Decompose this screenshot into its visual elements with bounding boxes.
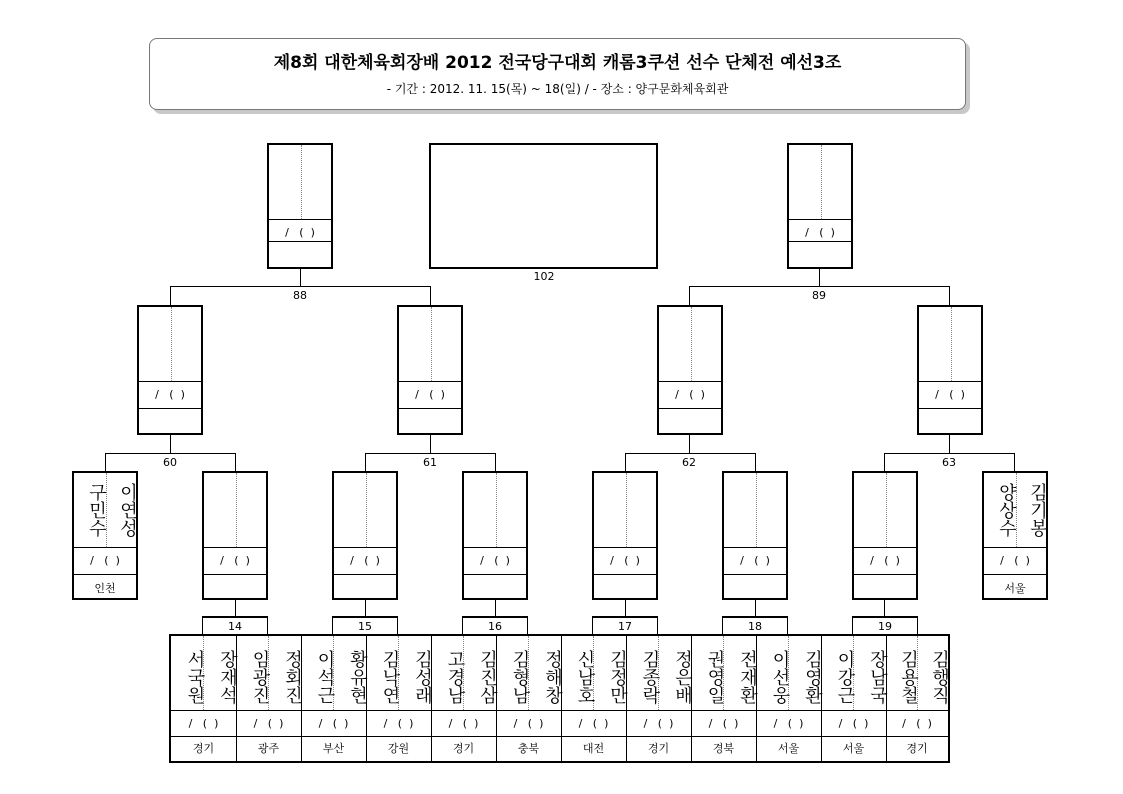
player-name: 정은배 <box>672 650 693 704</box>
player-name: 김낙연 <box>379 650 401 704</box>
player-name: 권영일 <box>704 650 726 704</box>
round2-slot-19 <box>852 471 918 600</box>
title-box <box>149 38 966 110</box>
team-region: 경북 <box>712 742 735 755</box>
score: / ( ) <box>675 388 705 401</box>
team-region: 인천 <box>94 582 116 595</box>
team-region: 광주 <box>257 742 280 755</box>
score: / ( ) <box>220 554 250 567</box>
finalist-slot-right <box>787 143 853 269</box>
match-number-17: 17 <box>592 617 658 634</box>
player-name: 신남호 <box>574 650 596 704</box>
score: / ( ) <box>448 717 479 730</box>
player-name: 구민수 <box>86 483 107 537</box>
team-region: 강원 <box>387 742 410 755</box>
match-number-60: 60 <box>163 456 177 469</box>
team-cell <box>626 636 691 761</box>
score: / ( ) <box>740 554 770 567</box>
player-name: 황유현 <box>347 650 368 704</box>
match-number-19: 19 <box>852 617 918 634</box>
score: / ( ) <box>773 717 804 730</box>
player-name: 정해창 <box>542 650 563 704</box>
match-number-88: 88 <box>293 289 307 302</box>
score: / ( ) <box>188 717 219 730</box>
semifinal-slot-1 <box>137 305 203 435</box>
score: / ( ) <box>318 717 349 730</box>
score: / ( ) <box>708 717 739 730</box>
player-name: 양상수 <box>996 483 1017 537</box>
team-cell <box>886 636 948 761</box>
round2-slot-14 <box>202 471 268 600</box>
player-name: 이선웅 <box>769 650 791 704</box>
semifinal-slot-2 <box>397 305 463 435</box>
semifinal-slot-4 <box>917 305 983 435</box>
round2-slot-16 <box>462 471 528 600</box>
score: / ( ) <box>253 717 284 730</box>
player-name: 장재석 <box>217 650 238 704</box>
semifinal-slot-3 <box>657 305 723 435</box>
score: / ( ) <box>805 226 835 239</box>
match-number-62: 62 <box>682 456 696 469</box>
match-number-63: 63 <box>942 456 956 469</box>
team-cell <box>301 636 366 761</box>
score: / ( ) <box>415 388 445 401</box>
final-result-box <box>429 143 658 269</box>
score: / ( ) <box>350 554 380 567</box>
score: / ( ) <box>935 388 965 401</box>
team-cell <box>821 636 886 761</box>
bye-team-left <box>72 471 138 600</box>
team-cell <box>561 636 626 761</box>
team-region: 서울 <box>842 742 865 755</box>
team-cell <box>366 636 431 761</box>
player-name: 전재환 <box>737 650 758 704</box>
player-name: 서국원 <box>184 650 206 704</box>
player-name: 김기봉 <box>1027 483 1048 537</box>
player-name: 장남국 <box>867 650 888 704</box>
team-cell <box>691 636 756 761</box>
score: / ( ) <box>155 388 185 401</box>
team-cell <box>431 636 496 761</box>
match-number-14: 14 <box>202 617 268 634</box>
team-region: 경기 <box>192 742 215 755</box>
bye-team-right <box>982 471 1048 600</box>
team-region: 경기 <box>452 742 475 755</box>
score: / ( ) <box>513 717 544 730</box>
player-name: 김진삼 <box>477 650 498 704</box>
team-cell <box>171 636 236 761</box>
score: / ( ) <box>1000 554 1030 567</box>
score: / ( ) <box>610 554 640 567</box>
score: / ( ) <box>870 554 900 567</box>
player-name: 김정만 <box>607 650 628 704</box>
event-info: - 기간 : 2012. 11. 15(목) ~ 18(일) / - 장소 : 양구문화체육회관 <box>386 82 729 96</box>
score: / ( ) <box>90 554 120 567</box>
score: / ( ) <box>578 717 609 730</box>
team-region: 부산 <box>322 742 345 755</box>
player-name: 이강근 <box>834 650 856 704</box>
team-region: 경기 <box>647 742 670 755</box>
match-number-61: 61 <box>423 456 437 469</box>
team-region: 서울 <box>1004 582 1026 595</box>
team-region: 충북 <box>517 742 540 755</box>
finalist-slot-left <box>267 143 333 269</box>
player-name: 고경남 <box>444 650 466 704</box>
player-name: 임광진 <box>249 650 271 704</box>
match-number-102: 102 <box>533 270 555 283</box>
match-number-16: 16 <box>462 617 528 634</box>
score: / ( ) <box>643 717 674 730</box>
team-region: 서울 <box>777 742 800 755</box>
team-region: 경기 <box>906 742 928 755</box>
page-title: 제8회 대한체육회장배 2012 전국당구대회 캐롬3쿠션 선수 단체전 예선3조 <box>273 53 842 73</box>
round2-slot-18 <box>722 471 788 600</box>
player-name: 김용철 <box>898 650 919 704</box>
team-cell <box>756 636 821 761</box>
player-name: 이석근 <box>314 650 336 704</box>
score: / ( ) <box>480 554 510 567</box>
score: / ( ) <box>838 717 869 730</box>
match-number-89: 89 <box>812 289 826 302</box>
round2-slot-17 <box>592 471 658 600</box>
player-name: 정회진 <box>282 650 303 704</box>
player-name: 김영환 <box>802 650 823 704</box>
player-name: 김종락 <box>639 650 661 704</box>
team-region: 대전 <box>582 742 605 755</box>
player-name: 김성래 <box>412 650 433 704</box>
team-cell <box>496 636 561 761</box>
preliminary-teams-table <box>169 634 950 763</box>
match-number-15: 15 <box>332 617 398 634</box>
round2-slot-15 <box>332 471 398 600</box>
score: / ( ) <box>902 717 932 730</box>
player-name: 이연성 <box>117 483 138 537</box>
team-cell <box>236 636 301 761</box>
match-number-18: 18 <box>722 617 788 634</box>
score: / ( ) <box>383 717 414 730</box>
player-name: 김형남 <box>509 650 531 704</box>
score: / ( ) <box>285 226 315 239</box>
player-name: 김행직 <box>929 650 950 704</box>
